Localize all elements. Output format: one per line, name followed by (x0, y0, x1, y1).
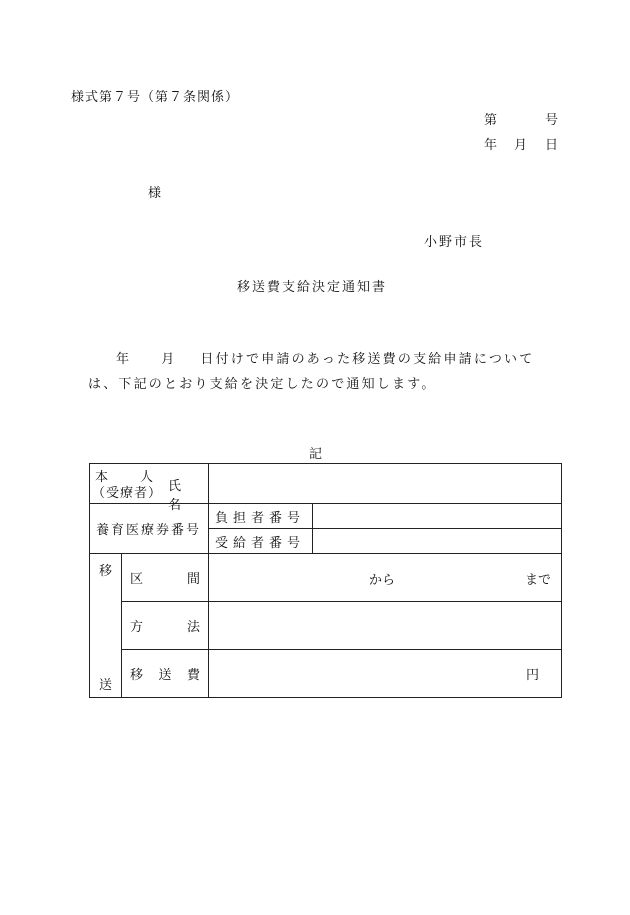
date-day: 日 (545, 138, 559, 153)
transport-bottom-char: 送 (98, 678, 112, 693)
body-line1-rest: 日付けで申請のあった移送費の支給申請について (200, 352, 535, 367)
method-value[interactable] (209, 602, 562, 650)
details-table (89, 463, 562, 698)
section-label (122, 554, 209, 602)
label-char: 費 (186, 668, 200, 683)
addressee: 様 (148, 186, 162, 201)
name-label: 氏名 (168, 479, 190, 513)
document-title: 移送費支給決定通知書 (237, 280, 388, 295)
ki-heading: 記 (309, 447, 323, 462)
issuer: 小野市長 (424, 235, 485, 250)
body-line-2: は、下記のとおり支給を決定したので通知します。 (88, 377, 437, 392)
transport-column (90, 554, 122, 698)
payer-number-value[interactable] (313, 504, 562, 529)
cost-value[interactable] (209, 650, 562, 698)
name-value-cell[interactable] (209, 464, 562, 504)
date-month: 月 (514, 138, 528, 153)
date-year: 年 (484, 138, 498, 153)
patient-label: （受療者） (92, 486, 163, 501)
label-char: 区 (130, 572, 144, 587)
person-label-a: 本 (95, 470, 109, 485)
doc-number-prefix: 第 (484, 113, 498, 128)
body-year: 年 (116, 352, 132, 367)
card-number-label: 養育医療券番号 (90, 504, 209, 554)
body-text (88, 347, 558, 397)
recipient-number-label: 受給者番号 (209, 529, 313, 554)
section-value[interactable] (209, 554, 562, 602)
person-label-b: 人 (140, 470, 154, 485)
transport-top-char: 移 (98, 564, 112, 579)
form-number: 様式第７号（第７条関係） (71, 90, 240, 105)
label-char: 方 (130, 620, 144, 635)
body-month: 月 (161, 352, 177, 367)
body-line-1 (88, 347, 558, 372)
label-char: 送 (158, 668, 172, 683)
method-label (122, 602, 209, 650)
cost-label (122, 650, 209, 698)
payer-number-label: 負担者番号 (209, 504, 313, 529)
label-char: 移 (130, 668, 144, 683)
label-char: 法 (186, 620, 200, 635)
person-name-label-cell (90, 464, 209, 513)
doc-number-suffix: 号 (545, 113, 559, 128)
label-char: 間 (186, 572, 200, 587)
to-label: まで (524, 573, 551, 588)
recipient-number-value[interactable] (313, 529, 562, 554)
yen-unit: 円 (525, 668, 539, 683)
from-label: から (369, 573, 396, 588)
